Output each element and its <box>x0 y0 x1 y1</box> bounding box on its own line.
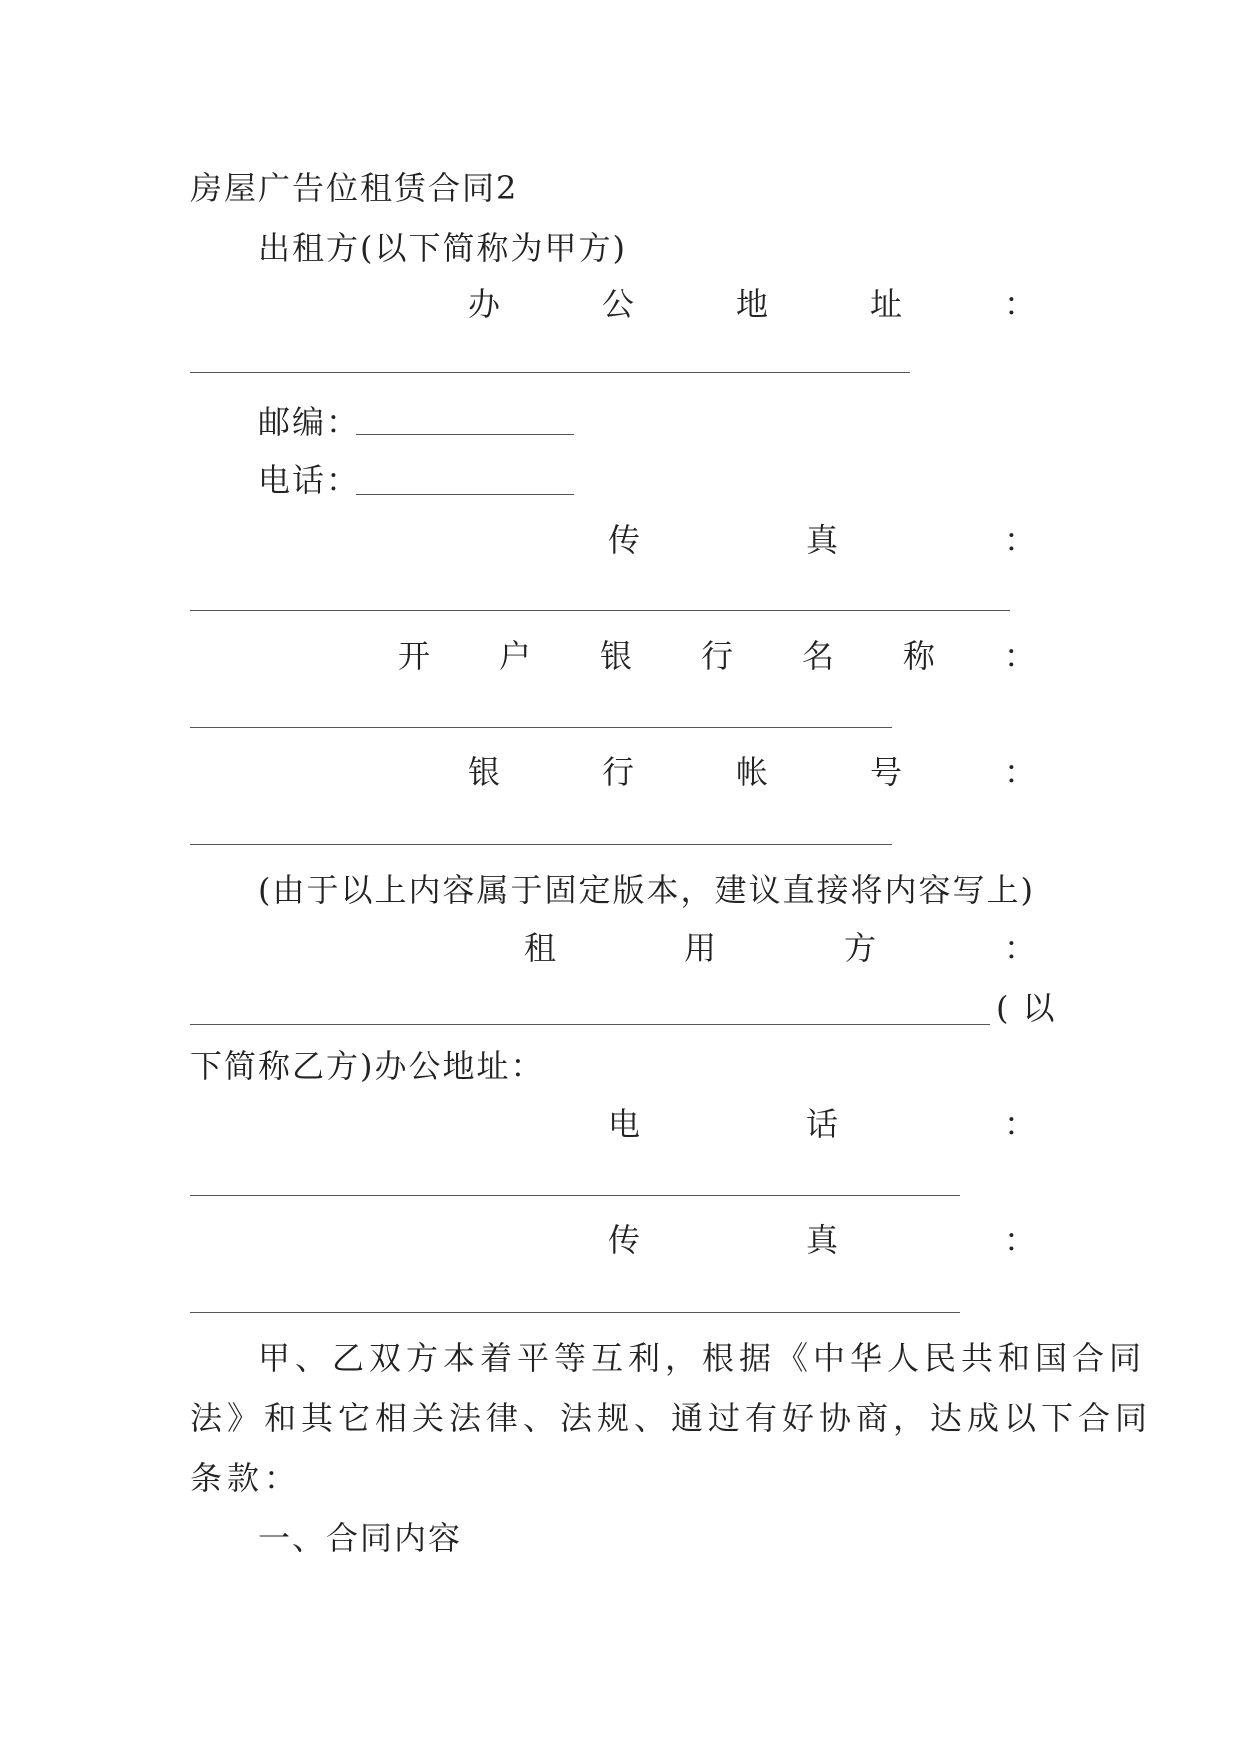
lessee-fax-blank <box>190 1312 960 1313</box>
doc-title: 房屋广告位租赁合同2 <box>190 169 519 207</box>
lessee-tail: (以 <box>996 989 1069 1027</box>
lessee-intro: 下简称乙方)办公地址： <box>190 1047 545 1085</box>
fax-blank <box>190 610 1010 611</box>
lessee-phone-label: 电 话 ： <box>608 1105 1036 1143</box>
office-address-label: 办 公 地 址 ： <box>468 285 1036 323</box>
postcode-label: 邮编： <box>258 403 361 441</box>
fax-label: 传 真 ： <box>608 521 1036 559</box>
lessee-blank <box>190 1024 990 1025</box>
office-address-blank <box>190 372 910 373</box>
section-heading-1: 一、合同内容 <box>258 1519 463 1557</box>
paragraph-1-line-2: 法》和其它相关法律、法规、通过有好协商，达成以下合同 <box>190 1399 1153 1437</box>
bank-account-label: 银 行 帐 号 ： <box>468 753 1036 791</box>
bank-name-label: 开 户 银 行 名 称 ： <box>398 637 1036 675</box>
phone-label: 电话： <box>258 461 361 499</box>
lessor-intro: 出租方(以下简称为甲方) <box>258 229 627 267</box>
lessee-fax-label: 传 真 ： <box>608 1221 1036 1259</box>
lessee-phone-blank <box>190 1195 960 1196</box>
paragraph-1-line-3: 条款： <box>190 1459 302 1497</box>
lessee-label: 租 用 方 ： <box>524 929 1036 967</box>
phone-blank <box>356 494 574 495</box>
bank-account-blank <box>190 844 892 845</box>
postcode-blank <box>356 434 574 435</box>
template-note: (由于以上内容属于固定版本，建议直接将内容写上) <box>258 871 1035 909</box>
bank-name-blank <box>190 727 892 728</box>
paragraph-1-line-1: 甲、乙双方本着平等互利，根据《中华人民共和国合同 <box>258 1339 1147 1377</box>
